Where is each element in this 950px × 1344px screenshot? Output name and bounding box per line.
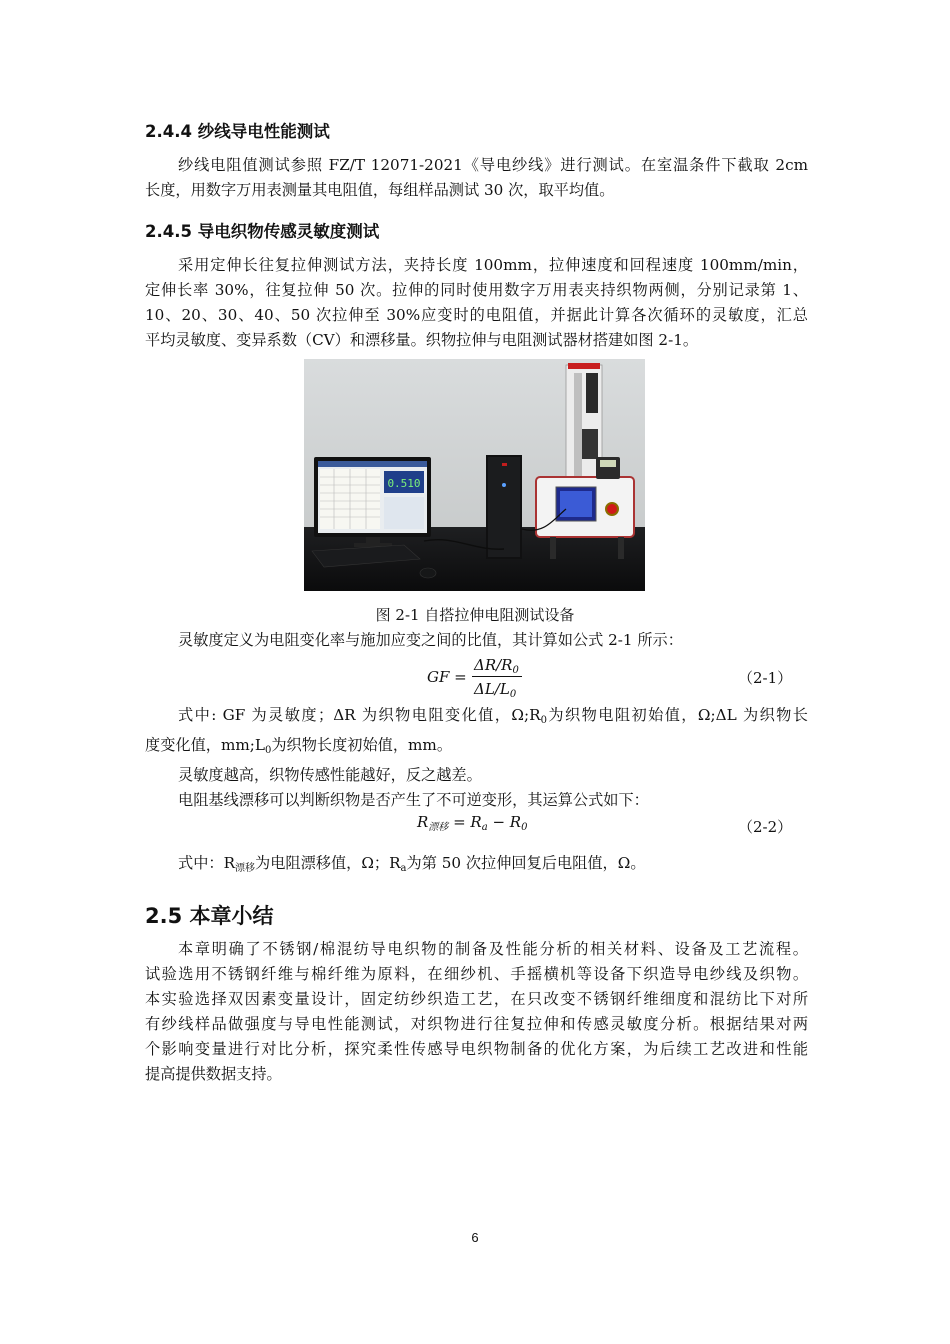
paragraph-eq2-description — [145, 851, 808, 881]
paragraph-line — [145, 733, 808, 763]
paragraph-line: 采用定伸长往复拉伸测试方法，夹持长度 100mm，拉伸速度和回程速度 100mm/min， — [178, 256, 808, 274]
desc-subscript: 0 — [264, 745, 272, 756]
paragraph-line — [145, 851, 808, 881]
monitor — [314, 457, 431, 547]
paragraph-line: 灵敏度定义为电阻变化率与施加应变之间的比值，其计算如公式 2-1 所示： — [178, 631, 683, 649]
desc-text: 式中：R — [178, 854, 235, 872]
mouse — [420, 568, 436, 578]
desc-subscript: 0 — [540, 715, 547, 726]
equation-number: （2-2） — [738, 818, 793, 836]
computer-tower — [486, 455, 522, 559]
desc-text: 式中: GF 为灵敏度；ΔR 为织物电阻变化值，Ω;R — [178, 706, 541, 724]
desc-text: 为织物长度初始值，mm。 — [271, 736, 453, 754]
section-heading-2-5: 2.5 本章小结 — [145, 904, 274, 928]
equation-number: （2-1） — [738, 669, 793, 687]
equation-lhs: GF = — [427, 668, 467, 686]
equation-2-2-body — [417, 813, 527, 833]
paragraph-line: 长度，用数字万用表测量其电阻值，每组样品测试 30 次，取平均值。 — [145, 181, 615, 199]
paragraph-line — [145, 703, 808, 733]
paragraph-line: 平均灵敏度、变异系数（CV）和漂移量。织物拉伸与电阻测试器材搭建如图 2-1。 — [145, 331, 699, 349]
section-heading-2-4-5: 2.4.5 导电织物传感灵敏度测试 — [145, 222, 380, 241]
denominator-subscript: 0 — [509, 689, 517, 700]
test-equipment-photo — [304, 359, 645, 591]
paragraph-line: 纱线电阻值测试参照 FZ/T 12071-2021《导电纱线》进行测试。在室温条件下截取 2cm — [178, 156, 808, 174]
equation-numerator — [474, 656, 519, 676]
fraction-bar — [472, 676, 522, 677]
eq2-lhs: R — [417, 813, 429, 831]
paragraph-line: 提高提供数据支持。 — [145, 1065, 282, 1083]
numerator-subscript: 0 — [512, 665, 519, 676]
paragraph-line: 灵敏度越高，织物传感性能越好，反之越差。 — [178, 766, 482, 784]
paragraph-line: 10、20、30、40、50 次拉伸至 30%应变时的电阻值，并据此计算各次循环的灵敏度，汇总 — [145, 306, 808, 324]
desc-text: 为织物电阻初始值，Ω;ΔL 为织物长 — [546, 706, 808, 724]
desc-text: 度变化值，mm;L — [145, 736, 265, 754]
resistance-readout: 0.510 — [387, 477, 421, 490]
eq2-lhs-subscript: 漂移 — [428, 822, 449, 833]
paragraph-eq1-description — [145, 703, 808, 813]
paragraph-line: 本章明确了不锈钢/棉混纺导电织物的制备及性能分析的相关材料、设备及工艺流程。 — [178, 940, 808, 958]
eq2-rhs-subscript-a: a — [481, 822, 488, 833]
numerator-text: ΔR/R — [474, 656, 513, 674]
paragraph-line: 个影响变量进行对比分析，探究柔性传感导电织物制备的优化方案，为后续工艺改进和性能 — [145, 1040, 808, 1058]
eq2-minus: − R — [487, 813, 522, 831]
paragraph-line: 有纱线样品做强度与导电性能测试，对织物进行往复拉伸和传感灵敏度分析。根据结果对两 — [145, 1015, 808, 1033]
denominator-text: ΔL/L — [474, 680, 510, 698]
figure-caption: 图 2-1 自搭拉伸电阻测试设备 — [375, 606, 575, 624]
desc-subscript: a — [400, 863, 407, 874]
paragraph-sensitivity-test — [145, 253, 808, 353]
section-heading-2-4-4: 2.4.4 纱线导电性能测试 — [145, 122, 330, 141]
paragraph-yarn-conductivity — [145, 153, 808, 203]
paragraph-line: 试验选用不锈钢纤维与棉纤维为原料，在细纱机、手摇横机等设备下织造导电纱线及织物。 — [145, 965, 808, 983]
paragraph-line: 电阻基线漂移可以判断织物是否产生了不可逆变形，其运算公式如下： — [178, 791, 649, 809]
desc-text: 为电阻漂移值，Ω；R — [255, 854, 401, 872]
eq2-rhs: = R — [453, 813, 482, 831]
eq2-rhs-subscript-0: 0 — [521, 822, 528, 833]
paragraph-gf-intro — [145, 628, 808, 653]
desc-subscript: 漂移 — [235, 863, 255, 874]
equation-denominator — [474, 680, 516, 700]
paragraph-line: 定伸长率 30%，往复拉伸 50 次。拉伸的同时使用数字万用表夹持织物两侧，分别记录第 1、 — [145, 281, 808, 299]
desc-text: 为第 50 次拉伸回复后电阻值，Ω。 — [406, 854, 646, 872]
page-number: 6 — [471, 1230, 479, 1245]
paragraph-line: 本实验选择双因素变量设计，固定纺纱织造工艺，在只改变不锈钢纤维细度和混纺比下对所 — [145, 990, 808, 1008]
paragraph-chapter-summary — [145, 937, 808, 1087]
